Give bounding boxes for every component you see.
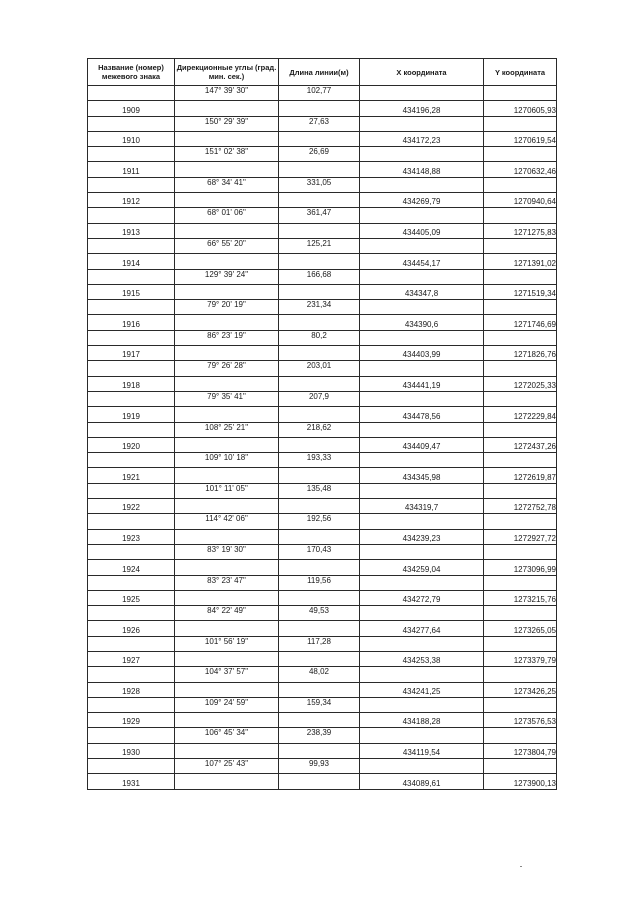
y-coordinate-cell: 1272229,84 (484, 407, 557, 422)
mark-name-cell: 1915 (88, 284, 175, 299)
direction-angle-cell (175, 131, 279, 146)
x-coordinate-cell (360, 636, 484, 651)
x-coordinate-cell (360, 483, 484, 498)
direction-angle-cell: 86° 23' 19" (175, 330, 279, 345)
direction-angle-cell (175, 437, 279, 452)
mark-name-cell: 1924 (88, 560, 175, 575)
line-length-cell: 159,34 (279, 697, 360, 712)
x-coordinate-cell (360, 300, 484, 315)
y-coordinate-cell (484, 759, 557, 774)
y-coordinate-cell: 1272927,72 (484, 529, 557, 544)
direction-angle-cell: 79° 35' 41" (175, 391, 279, 406)
x-coordinate-cell (360, 422, 484, 437)
line-length-cell (279, 560, 360, 575)
table-row (88, 131, 557, 146)
table-row (88, 759, 557, 774)
table-header-row (88, 59, 557, 86)
table-row (88, 453, 557, 468)
mark-name-cell: 1909 (88, 101, 175, 116)
line-length-cell: 231,34 (279, 300, 360, 315)
direction-angle-cell: 104° 37' 57" (175, 667, 279, 682)
line-length-cell: 102,77 (279, 86, 360, 101)
table-row (88, 636, 557, 651)
x-coordinate-cell (360, 269, 484, 284)
line-length-cell (279, 376, 360, 391)
mark-name-cell (88, 116, 175, 131)
y-coordinate-cell: 1273215,76 (484, 590, 557, 605)
table-row (88, 682, 557, 697)
direction-angle-cell: 109° 10' 18" (175, 453, 279, 468)
table-row (88, 254, 557, 269)
x-coordinate-cell (360, 514, 484, 529)
table-row (88, 208, 557, 223)
direction-angle-cell: 101° 56' 19" (175, 636, 279, 651)
x-coordinate-cell: 434269,79 (360, 193, 484, 208)
y-coordinate-cell (484, 238, 557, 253)
y-coordinate-cell: 1271826,76 (484, 346, 557, 361)
line-length-cell (279, 315, 360, 330)
y-coordinate-cell: 1271746,69 (484, 315, 557, 330)
mark-name-cell: 1917 (88, 346, 175, 361)
y-coordinate-cell (484, 177, 557, 192)
y-coordinate-cell: 1270632,46 (484, 162, 557, 177)
table-row (88, 713, 557, 728)
direction-angle-cell: 106° 45' 34" (175, 728, 279, 743)
mark-name-cell: 1911 (88, 162, 175, 177)
mark-name-cell (88, 667, 175, 682)
line-length-cell (279, 590, 360, 605)
x-coordinate-cell: 434277,64 (360, 621, 484, 636)
mark-name-cell (88, 697, 175, 712)
table-row (88, 575, 557, 590)
y-coordinate-cell (484, 330, 557, 345)
table-row (88, 315, 557, 330)
line-length-cell: 80,2 (279, 330, 360, 345)
direction-angle-cell (175, 621, 279, 636)
line-length-cell: 192,56 (279, 514, 360, 529)
x-coordinate-cell: 434478,56 (360, 407, 484, 422)
line-length-cell (279, 223, 360, 238)
table-row (88, 774, 557, 789)
table-row (88, 468, 557, 483)
line-length-cell: 193,33 (279, 453, 360, 468)
y-coordinate-cell (484, 208, 557, 223)
direction-angle-cell: 83° 23' 47" (175, 575, 279, 590)
line-length-cell (279, 743, 360, 758)
direction-angle-cell (175, 468, 279, 483)
y-coordinate-cell (484, 147, 557, 162)
table-row (88, 544, 557, 559)
table-row (88, 147, 557, 162)
x-coordinate-cell (360, 238, 484, 253)
x-coordinate-cell: 434272,79 (360, 590, 484, 605)
mark-name-cell: 1920 (88, 437, 175, 452)
line-length-cell (279, 468, 360, 483)
line-length-cell (279, 407, 360, 422)
direction-angle-cell (175, 284, 279, 299)
mark-name-cell: 1931 (88, 774, 175, 789)
x-coordinate-cell (360, 361, 484, 376)
mark-name-cell: 1913 (88, 223, 175, 238)
line-length-cell: 48,02 (279, 667, 360, 682)
mark-name-cell (88, 606, 175, 621)
line-length-cell: 26,69 (279, 147, 360, 162)
table-row (88, 590, 557, 605)
mark-name-cell: 1925 (88, 590, 175, 605)
mark-name-cell: 1930 (88, 743, 175, 758)
table-row (88, 606, 557, 621)
mark-name-cell (88, 330, 175, 345)
x-coordinate-cell: 434188,28 (360, 713, 484, 728)
direction-angle-cell (175, 560, 279, 575)
line-length-cell: 218,62 (279, 422, 360, 437)
y-coordinate-cell (484, 697, 557, 712)
line-length-cell: 27,63 (279, 116, 360, 131)
y-coordinate-cell (484, 86, 557, 101)
y-coordinate-cell: 1272619,87 (484, 468, 557, 483)
table-row (88, 422, 557, 437)
y-coordinate-cell: 1273265,05 (484, 621, 557, 636)
mark-name-cell (88, 514, 175, 529)
direction-angle-cell (175, 590, 279, 605)
line-length-cell (279, 193, 360, 208)
y-coordinate-cell: 1273804,79 (484, 743, 557, 758)
direction-angle-cell: 129° 39' 24" (175, 269, 279, 284)
header-x-coordinate: X координата (360, 59, 484, 86)
mark-name-cell (88, 177, 175, 192)
mark-name-cell: 1912 (88, 193, 175, 208)
direction-angle-cell: 68° 34' 41" (175, 177, 279, 192)
line-length-cell (279, 621, 360, 636)
y-coordinate-cell (484, 667, 557, 682)
table-row (88, 391, 557, 406)
mark-name-cell (88, 759, 175, 774)
direction-angle-cell: 114° 42' 06" (175, 514, 279, 529)
x-coordinate-cell (360, 544, 484, 559)
y-coordinate-cell: 1272752,78 (484, 499, 557, 514)
line-length-cell: 99,93 (279, 759, 360, 774)
table-row (88, 238, 557, 253)
y-coordinate-cell: 1270940,64 (484, 193, 557, 208)
x-coordinate-cell (360, 453, 484, 468)
direction-angle-cell: 101° 11' 05" (175, 483, 279, 498)
direction-angle-cell: 79° 26' 28" (175, 361, 279, 376)
y-coordinate-cell (484, 575, 557, 590)
y-coordinate-cell (484, 391, 557, 406)
direction-angle-cell (175, 651, 279, 666)
table-row (88, 269, 557, 284)
mark-name-cell (88, 147, 175, 162)
table-row (88, 407, 557, 422)
mark-name-cell (88, 208, 175, 223)
line-length-cell: 207,9 (279, 391, 360, 406)
x-coordinate-cell: 434089,61 (360, 774, 484, 789)
line-length-cell (279, 529, 360, 544)
line-length-cell (279, 713, 360, 728)
mark-name-cell: 1919 (88, 407, 175, 422)
mark-name-cell: 1914 (88, 254, 175, 269)
table-row (88, 697, 557, 712)
direction-angle-cell: 83° 19' 30" (175, 544, 279, 559)
mark-name-cell: 1926 (88, 621, 175, 636)
direction-angle-cell (175, 774, 279, 789)
table-row (88, 284, 557, 299)
x-coordinate-cell: 434239,23 (360, 529, 484, 544)
x-coordinate-cell (360, 177, 484, 192)
y-coordinate-cell: 1270619,54 (484, 131, 557, 146)
direction-angle-cell: 151° 02' 38" (175, 147, 279, 162)
direction-angle-cell: 107° 25' 43" (175, 759, 279, 774)
direction-angle-cell: 84° 22' 49" (175, 606, 279, 621)
line-length-cell (279, 254, 360, 269)
table-row (88, 101, 557, 116)
x-coordinate-cell: 434454,17 (360, 254, 484, 269)
x-coordinate-cell (360, 116, 484, 131)
line-length-cell: 117,28 (279, 636, 360, 651)
y-coordinate-cell: 1271275,83 (484, 223, 557, 238)
line-length-cell: 49,53 (279, 606, 360, 621)
table-row (88, 116, 557, 131)
line-length-cell: 125,21 (279, 238, 360, 253)
line-length-cell (279, 346, 360, 361)
direction-angle-cell (175, 407, 279, 422)
direction-angle-cell (175, 499, 279, 514)
mark-name-cell (88, 422, 175, 437)
direction-angle-cell: 150° 29' 39" (175, 116, 279, 131)
mark-name-cell (88, 86, 175, 101)
mark-name-cell (88, 544, 175, 559)
direction-angle-cell (175, 193, 279, 208)
table-row (88, 743, 557, 758)
y-coordinate-cell (484, 636, 557, 651)
direction-angle-cell: 147° 39' 30" (175, 86, 279, 101)
x-coordinate-cell: 434409,47 (360, 437, 484, 452)
x-coordinate-cell (360, 391, 484, 406)
direction-angle-cell (175, 254, 279, 269)
x-coordinate-cell: 434196,28 (360, 101, 484, 116)
mark-name-cell: 1910 (88, 131, 175, 146)
table-row (88, 483, 557, 498)
y-coordinate-cell (484, 544, 557, 559)
table-row (88, 728, 557, 743)
table-row (88, 162, 557, 177)
line-length-cell (279, 131, 360, 146)
line-length-cell: 119,56 (279, 575, 360, 590)
direction-angle-cell: 108° 25' 21" (175, 422, 279, 437)
line-length-cell (279, 284, 360, 299)
direction-angle-cell (175, 315, 279, 330)
mark-name-cell (88, 483, 175, 498)
x-coordinate-cell (360, 330, 484, 345)
mark-name-cell (88, 238, 175, 253)
direction-angle-cell (175, 162, 279, 177)
direction-angle-cell: 109° 24' 59" (175, 697, 279, 712)
header-mark-name: Название (номер) межевого знака (88, 59, 175, 86)
x-coordinate-cell: 434172,23 (360, 131, 484, 146)
line-length-cell: 238,39 (279, 728, 360, 743)
scan-speck (520, 866, 522, 867)
line-length-cell (279, 774, 360, 789)
direction-angle-cell (175, 376, 279, 391)
y-coordinate-cell: 1273379,79 (484, 651, 557, 666)
table-row (88, 86, 557, 101)
x-coordinate-cell: 434253,38 (360, 651, 484, 666)
mark-name-cell (88, 728, 175, 743)
x-coordinate-cell: 434259,04 (360, 560, 484, 575)
x-coordinate-cell (360, 86, 484, 101)
x-coordinate-cell: 434319,7 (360, 499, 484, 514)
x-coordinate-cell: 434390,6 (360, 315, 484, 330)
table-row (88, 177, 557, 192)
y-coordinate-cell: 1273576,53 (484, 713, 557, 728)
x-coordinate-cell (360, 208, 484, 223)
x-coordinate-cell (360, 606, 484, 621)
x-coordinate-cell (360, 728, 484, 743)
x-coordinate-cell: 434347,8 (360, 284, 484, 299)
table-row (88, 667, 557, 682)
mark-name-cell: 1929 (88, 713, 175, 728)
y-coordinate-cell (484, 483, 557, 498)
x-coordinate-cell: 434148,88 (360, 162, 484, 177)
x-coordinate-cell: 434241,25 (360, 682, 484, 697)
y-coordinate-cell (484, 514, 557, 529)
line-length-cell (279, 682, 360, 697)
table-row (88, 361, 557, 376)
x-coordinate-cell: 434403,99 (360, 346, 484, 361)
x-coordinate-cell (360, 759, 484, 774)
mark-name-cell: 1918 (88, 376, 175, 391)
y-coordinate-cell (484, 453, 557, 468)
x-coordinate-cell: 434405,09 (360, 223, 484, 238)
mark-name-cell (88, 269, 175, 284)
header-y-coordinate: Y координата (484, 59, 557, 86)
mark-name-cell (88, 300, 175, 315)
table-row (88, 223, 557, 238)
direction-angle-cell: 79° 20' 19" (175, 300, 279, 315)
mark-name-cell: 1923 (88, 529, 175, 544)
y-coordinate-cell: 1272025,33 (484, 376, 557, 391)
y-coordinate-cell (484, 269, 557, 284)
direction-angle-cell: 66° 55' 20" (175, 238, 279, 253)
mark-name-cell: 1916 (88, 315, 175, 330)
y-coordinate-cell (484, 728, 557, 743)
line-length-cell (279, 651, 360, 666)
direction-angle-cell (175, 346, 279, 361)
line-length-cell (279, 162, 360, 177)
y-coordinate-cell: 1273096,99 (484, 560, 557, 575)
table-row (88, 193, 557, 208)
x-coordinate-cell (360, 697, 484, 712)
table-row (88, 651, 557, 666)
y-coordinate-cell: 1273900,13 (484, 774, 557, 789)
y-coordinate-cell: 1271519,34 (484, 284, 557, 299)
x-coordinate-cell (360, 147, 484, 162)
x-coordinate-cell: 434119,54 (360, 743, 484, 758)
line-length-cell (279, 437, 360, 452)
direction-angle-cell (175, 713, 279, 728)
table-row (88, 514, 557, 529)
table-row (88, 346, 557, 361)
table-row (88, 560, 557, 575)
direction-angle-cell: 68° 01' 06" (175, 208, 279, 223)
table-row (88, 621, 557, 636)
line-length-cell: 166,68 (279, 269, 360, 284)
direction-angle-cell (175, 529, 279, 544)
y-coordinate-cell: 1270605,93 (484, 101, 557, 116)
table-row (88, 300, 557, 315)
boundary-coordinates-table (87, 58, 557, 790)
mark-name-cell (88, 575, 175, 590)
table-row (88, 330, 557, 345)
x-coordinate-cell (360, 575, 484, 590)
line-length-cell: 331,05 (279, 177, 360, 192)
line-length-cell (279, 101, 360, 116)
table-row (88, 376, 557, 391)
x-coordinate-cell (360, 667, 484, 682)
line-length-cell (279, 499, 360, 514)
x-coordinate-cell: 434441,19 (360, 376, 484, 391)
y-coordinate-cell: 1272437,26 (484, 437, 557, 452)
line-length-cell: 135,48 (279, 483, 360, 498)
mark-name-cell: 1928 (88, 682, 175, 697)
table-row (88, 499, 557, 514)
y-coordinate-cell: 1271391,02 (484, 254, 557, 269)
line-length-cell: 170,43 (279, 544, 360, 559)
mark-name-cell (88, 391, 175, 406)
y-coordinate-cell (484, 361, 557, 376)
header-line-length: Длина линии(м) (279, 59, 360, 86)
line-length-cell: 361,47 (279, 208, 360, 223)
y-coordinate-cell (484, 422, 557, 437)
table-body (88, 86, 557, 790)
x-coordinate-cell: 434345,98 (360, 468, 484, 483)
mark-name-cell: 1921 (88, 468, 175, 483)
mark-name-cell (88, 453, 175, 468)
y-coordinate-cell (484, 300, 557, 315)
header-direction-angle: Дирекционные углы (град. мин. сек.) (175, 59, 279, 86)
direction-angle-cell (175, 223, 279, 238)
line-length-cell: 203,01 (279, 361, 360, 376)
y-coordinate-cell: 1273426,25 (484, 682, 557, 697)
mark-name-cell (88, 361, 175, 376)
mark-name-cell (88, 636, 175, 651)
table-row (88, 437, 557, 452)
table-row (88, 529, 557, 544)
y-coordinate-cell (484, 606, 557, 621)
y-coordinate-cell (484, 116, 557, 131)
direction-angle-cell (175, 101, 279, 116)
direction-angle-cell (175, 743, 279, 758)
direction-angle-cell (175, 682, 279, 697)
mark-name-cell: 1927 (88, 651, 175, 666)
mark-name-cell: 1922 (88, 499, 175, 514)
